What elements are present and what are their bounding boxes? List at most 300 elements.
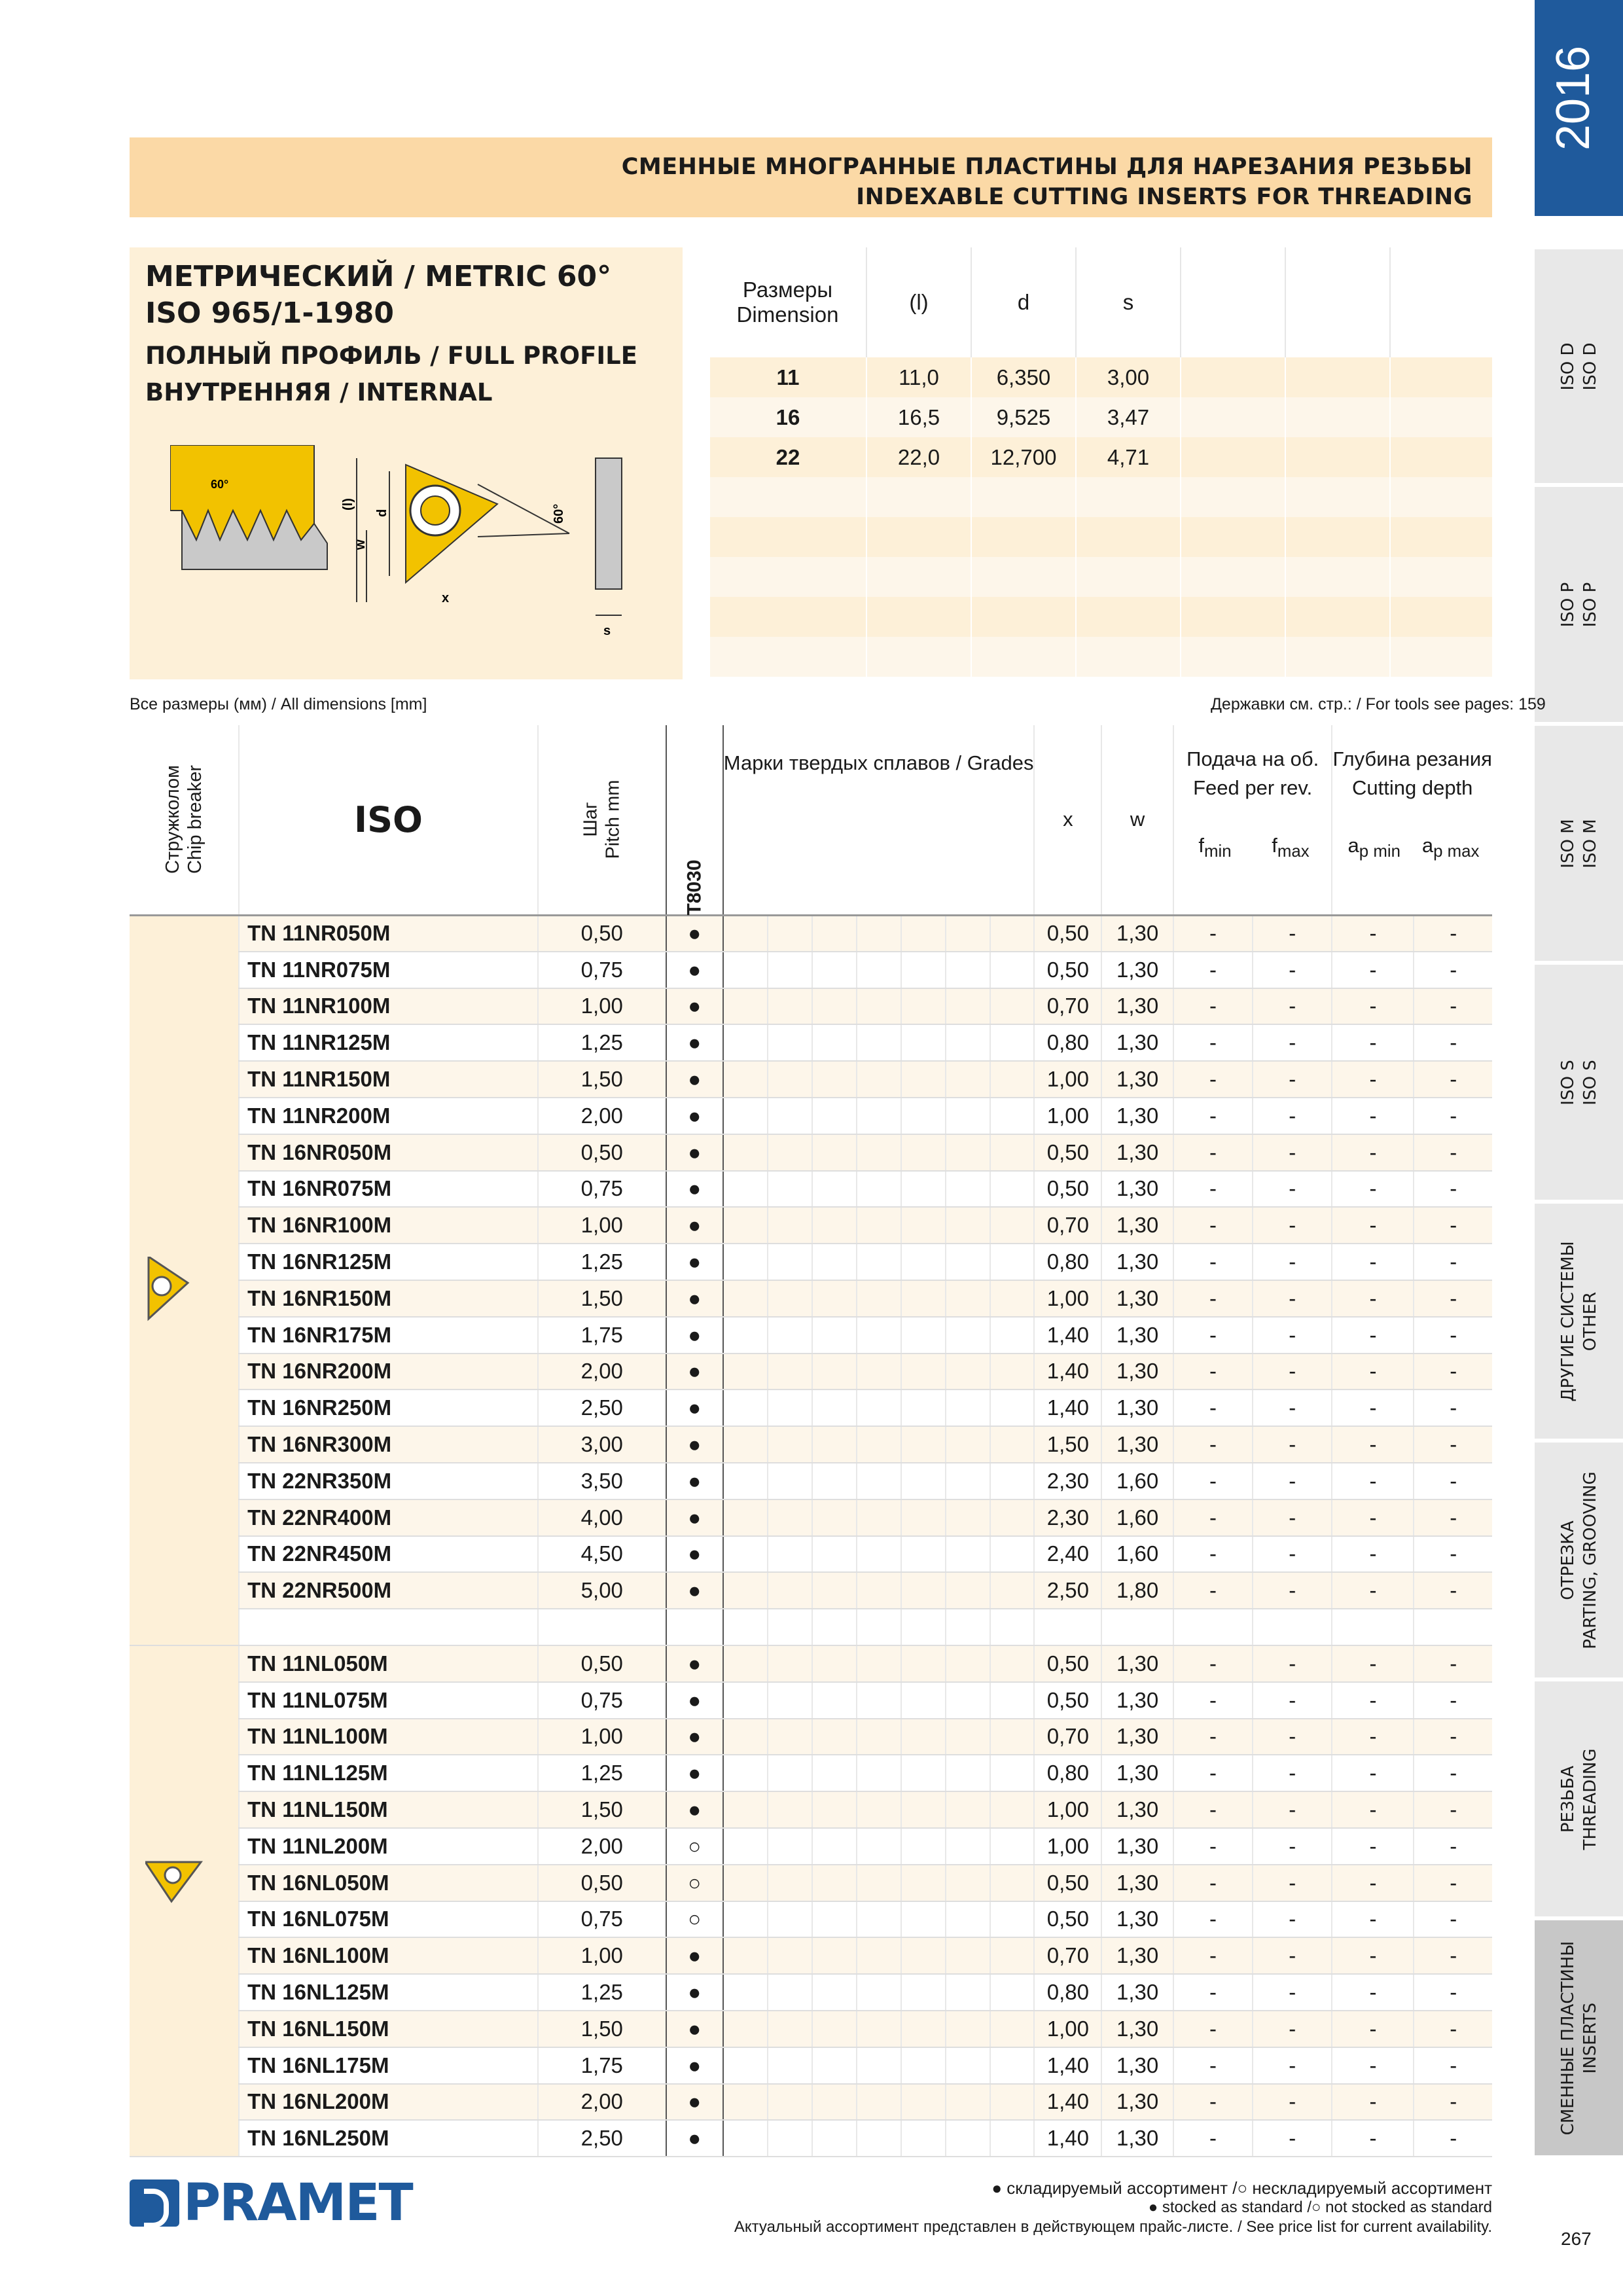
w-cell: 1,30 [1101,1901,1173,1938]
table-row [130,1828,1492,1865]
table-row [130,2047,1492,2084]
table-row [130,915,1492,952]
dash-cell: - [1173,1317,1253,1354]
w-cell: 1,30 [1101,1719,1173,1755]
dimensions-note: Все размеры (мм) / All dimensions [mm] [130,695,427,713]
dash-cell: - [1253,2047,1332,2084]
dash-cell: - [1253,1134,1332,1171]
sidebar-tab-other[interactable] [1535,1202,1623,1439]
x-cell: 0,50 [1034,1682,1101,1719]
insert-code[interactable]: TN 16NR175M [239,1317,538,1354]
dim-cell: 3,00 [1076,357,1181,397]
grade-mark: ● [666,1244,723,1280]
year-tab [1535,0,1623,216]
table-row [130,1171,1492,1208]
insert-code[interactable]: TN 16NR200M [239,1354,538,1390]
grade-mark: ● [666,1572,723,1609]
dash-cell: - [1253,1024,1332,1061]
dash-cell: - [1332,1024,1414,1061]
legend-availability: Актуальный ассортимент представлен в действующем прайс-листе. / See price list for current availability. [734,2218,1492,2236]
pitch-cell: 0,75 [538,1901,666,1938]
dash-cell: - [1414,1791,1492,1828]
dash-cell: - [1414,1207,1492,1244]
grade-mark: ● [666,1719,723,1755]
w-cell: 1,30 [1101,2084,1173,2121]
x-cell: 0,50 [1034,915,1101,952]
dash-cell: - [1414,1134,1492,1171]
w-cell: 1,60 [1101,1536,1173,1573]
w-cell: 1,30 [1101,1317,1173,1354]
dash-cell: - [1173,1244,1253,1280]
insert-code[interactable]: TN 16NR050M [239,1134,538,1171]
dash-cell: - [1414,1317,1492,1354]
w-cell: 1,30 [1101,988,1173,1025]
x-cell: 0,50 [1034,1865,1101,1901]
w-cell: 1,30 [1101,2047,1173,2084]
insert-code[interactable]: TN 16NL125M [239,1974,538,2011]
x-cell: 2,30 [1034,1463,1101,1499]
dash-cell: - [1414,2084,1492,2121]
dash-cell: - [1253,2011,1332,2047]
dash-cell: - [1414,1354,1492,1390]
insert-code[interactable]: TN 11NR200M [239,1098,538,1134]
pitch-cell: 1,25 [538,1974,666,2011]
dash-cell: - [1253,2120,1332,2157]
table-row [130,1572,1492,1609]
w-cell: 1,30 [1101,952,1173,988]
dash-cell: - [1414,1974,1492,2011]
insert-code[interactable]: TN 11NL100M [239,1719,538,1755]
table-row [130,1390,1492,1426]
sidebar-label: ОТРЕЗКА [1558,1520,1578,1600]
dash-cell: - [1332,1536,1414,1573]
sidebar-label: ISO D [1558,342,1578,390]
insert-code[interactable]: TN 16NL250M [239,2120,538,2157]
iso-header: ISO [239,725,538,915]
dash-cell: - [1414,1937,1492,1974]
dash-cell: - [1173,1061,1253,1098]
w-cell: 1,30 [1101,1244,1173,1280]
pitch-cell: 1,00 [538,1719,666,1755]
dash-cell: - [1414,1463,1492,1499]
insert-code[interactable]: TN 16NL050M [239,1865,538,1901]
dash-cell: - [1332,1426,1414,1463]
insert-code[interactable]: TN 11NR150M [239,1061,538,1098]
angle-label: 60° [211,478,229,491]
pitch-cell: 1,75 [538,1317,666,1354]
table-row [130,988,1492,1025]
grade-mark: ● [666,1426,723,1463]
dash-cell: - [1173,1865,1253,1901]
x-cell: 0,70 [1034,1207,1101,1244]
sidebar-tab-iso-m[interactable] [1535,724,1623,961]
table-row [130,1098,1492,1134]
table-row [130,1755,1492,1791]
grade-mark: ● [666,1134,723,1171]
insert-code[interactable]: TN 16NR250M [239,1390,538,1426]
chip-breaker-header: Стружколом Chip breaker [162,765,206,874]
dash-cell: - [1332,1791,1414,1828]
pitch-cell: 1,25 [538,1244,666,1280]
depth-header: Глубина резания Cutting depth $a_{p min}$ $a_{p max}$ [1332,725,1492,915]
insert-r-icon [145,1257,191,1322]
pitch-cell: 1,50 [538,1061,666,1098]
tools-pages-note[interactable]: Державки см. стр.: / For tools see pages: 159 [1211,695,1546,713]
dash-cell: - [1332,1937,1414,1974]
feed-header: Подача на об. Feed per rev. $f_{min}$ $f_{max}$ [1173,725,1332,915]
pitch-cell: 0,50 [538,915,666,952]
grade-mark: ● [666,1463,723,1499]
dim-cell: 16,5 [866,397,971,437]
dim-header: Размеры [742,278,833,302]
dash-cell: - [1173,1682,1253,1719]
dash-cell: - [1253,1682,1332,1719]
pitch-cell: 2,00 [538,1098,666,1134]
dash-cell: - [1332,1354,1414,1390]
dash-cell: - [1173,988,1253,1025]
x-cell: 0,80 [1034,1244,1101,1280]
dash-cell: - [1173,2047,1253,2084]
pitch-cell: 0,75 [538,1682,666,1719]
grade-mark: ● [666,988,723,1025]
sidebar-label: ISO S [1580,1059,1600,1105]
section-title [145,259,611,332]
dash-cell: - [1332,1390,1414,1426]
sidebar-label: ISO M [1558,818,1578,869]
dash-cell: - [1332,1134,1414,1171]
dim-cell: 12,700 [971,437,1076,477]
pitch-cell: 1,75 [538,2047,666,2084]
dim-header: Dimension [736,302,839,327]
grade-mark: ● [666,1207,723,1244]
grade-mark: ● [666,1390,723,1426]
dash-cell: - [1253,1499,1332,1536]
x-cell: 1,00 [1034,1280,1101,1317]
sidebar-tab-iso-p[interactable] [1535,485,1623,722]
dim-cell: 11 [709,357,866,397]
dash-cell: - [1253,988,1332,1025]
w-cell: 1,30 [1101,1280,1173,1317]
w-cell: 1,30 [1101,1024,1173,1061]
table-row [130,1791,1492,1828]
dash-cell: - [1414,988,1492,1025]
dim-header-l: (l) [866,247,971,357]
dash-cell: - [1414,1536,1492,1573]
pitch-cell: 2,00 [538,1828,666,1865]
table-row [130,1682,1492,1719]
grade-mark: ● [666,915,723,952]
page-number: 267 [1561,2229,1592,2249]
insert-code[interactable]: TN 16NL200M [239,2084,538,2121]
dash-cell: - [1173,1645,1253,1682]
d-label: d [375,509,389,517]
legend [720,2178,1492,2237]
pitch-cell: 5,00 [538,1572,666,1609]
dash-cell: - [1414,1244,1492,1280]
dash-cell: - [1332,1207,1414,1244]
dash-cell: - [1173,952,1253,988]
dash-cell: - [1173,1354,1253,1390]
insert-code[interactable]: TN 11NR125M [239,1024,538,1061]
sidebar-tab-parting[interactable] [1535,1441,1623,1677]
dash-cell: - [1253,1755,1332,1791]
insert-code[interactable]: TN 16NL175M [239,2047,538,2084]
dash-cell: - [1173,1463,1253,1499]
sidebar-tab-threading[interactable] [1535,1679,1623,1916]
table-row [130,1207,1492,1244]
dash-cell: - [1414,1171,1492,1208]
dim-header-s: s [1076,247,1181,357]
x-cell: 1,00 [1034,1098,1101,1134]
grade-mark: ● [666,1974,723,2011]
x-cell: 0,80 [1034,1974,1101,2011]
w-cell: 1,30 [1101,2011,1173,2047]
table-row [130,1426,1492,1463]
dash-cell: - [1332,2011,1414,2047]
insert-code[interactable]: TN 16NR125M [239,1244,538,1280]
insert-code[interactable]: TN 11NL075M [239,1682,538,1719]
w-cell: 1,30 [1101,1171,1173,1208]
sidebar-tab-inserts[interactable] [1535,1918,1623,2155]
dash-cell: - [1332,1171,1414,1208]
insert-code[interactable]: TN 22NR350M [239,1463,538,1499]
sidebar-label: INSERTS [1580,2002,1600,2073]
table-row [130,1719,1492,1755]
sidebar-tab-iso-s[interactable] [1535,963,1623,1200]
insert-code[interactable]: TN 16NL075M [239,1901,538,1938]
w-cell: 1,30 [1101,1207,1173,1244]
pitch-cell: 4,50 [538,1536,666,1573]
w-cell: 1,30 [1101,1755,1173,1791]
table-row [130,1244,1492,1280]
s-label: s [603,624,611,638]
x-cell: 0,50 [1034,952,1101,988]
grade-mark: ● [666,1061,723,1098]
dash-cell: - [1332,1755,1414,1791]
dash-cell: - [1414,915,1492,952]
pramet-logo-icon [130,2179,179,2227]
insert-code[interactable]: TN 11NL150M [239,1791,538,1828]
dash-cell: - [1253,1463,1332,1499]
grade-mark: ● [666,1791,723,1828]
table-row [130,1134,1492,1171]
dash-cell: - [1253,1061,1332,1098]
insert-code[interactable]: TN 11NL050M [239,1645,538,1682]
sidebar-label: ISO M [1580,818,1600,869]
pitch-cell: 0,50 [538,1645,666,1682]
dash-cell: - [1253,1171,1332,1208]
w-header: w [1101,725,1173,915]
dash-cell: - [1253,1865,1332,1901]
dash-cell: - [1332,1317,1414,1354]
x-cell: 0,50 [1034,1645,1101,1682]
pitch-cell: 0,75 [538,952,666,988]
grade-mark: ● [666,1354,723,1390]
insert-code[interactable]: TN 11NL125M [239,1755,538,1791]
dash-cell: - [1173,1024,1253,1061]
table-row [130,2084,1492,2121]
insert-code[interactable]: TN 11NR050M [239,915,538,952]
dash-cell: - [1173,1134,1253,1171]
table-row [130,1937,1492,1974]
x-cell: 0,70 [1034,1937,1101,1974]
thread-drawing [170,445,681,641]
dash-cell: - [1173,1426,1253,1463]
w-cell: 1,60 [1101,1463,1173,1499]
x-cell: 1,40 [1034,2047,1101,2084]
w-cell: 1,30 [1101,1974,1173,2011]
dash-cell: - [1253,1390,1332,1426]
insert-code[interactable]: TN 16NL150M [239,2011,538,2047]
dash-cell: - [1173,1572,1253,1609]
w-cell: 1,30 [1101,1426,1173,1463]
table-row [130,1609,1492,1645]
sidebar-label: ISO P [1558,582,1578,627]
dash-cell: - [1414,1865,1492,1901]
insert-code[interactable]: TN 22NR450M [239,1536,538,1573]
sidebar-label: ISO S [1558,1059,1578,1105]
pitch-cell: 1,25 [538,1024,666,1061]
w-cell: 1,30 [1101,915,1173,952]
pitch-cell: 1,25 [538,1755,666,1791]
dash-cell: - [1173,2120,1253,2157]
w-label: w [353,539,368,550]
dash-cell: - [1173,1207,1253,1244]
grade-mark: ● [666,1937,723,1974]
dash-cell: - [1332,1061,1414,1098]
insert-code[interactable]: TN 16NR075M [239,1171,538,1208]
table-row [130,1499,1492,1536]
table-row [130,1536,1492,1573]
dim-cell: 22,0 [866,437,971,477]
x-cell: 0,80 [1034,1024,1101,1061]
table-row [130,1901,1492,1938]
w-cell: 1,80 [1101,1572,1173,1609]
grade-mark: ● [666,1536,723,1573]
insert-code[interactable]: TN 16NR150M [239,1280,538,1317]
sidebar-label: ДРУГИЕ СИСТЕМЫ [1558,1240,1578,1402]
w-cell: 1,30 [1101,1354,1173,1390]
dash-cell: - [1414,1755,1492,1791]
dash-cell: - [1253,1719,1332,1755]
insert-code[interactable]: TN 22NR400M [239,1499,538,1536]
grade-mark: ○ [666,1828,723,1865]
dash-cell: - [1173,1280,1253,1317]
insert-code[interactable]: TN 22NR500M [239,1572,538,1609]
dash-cell: - [1173,1901,1253,1938]
legend-ru: ● складируемый ассортимент /○ нескладируемый ассортимент [991,2178,1492,2198]
x-cell: 1,00 [1034,1828,1101,1865]
w-cell: 1,30 [1101,1645,1173,1682]
angle2-label: 60° [552,503,566,524]
insert-code[interactable]: TN 11NL200M [239,1828,538,1865]
x-cell: 0,50 [1034,1134,1101,1171]
w-cell: 1,30 [1101,1682,1173,1719]
dimension-table [709,247,1492,677]
dim-header-d: d [971,247,1076,357]
dash-cell: - [1332,952,1414,988]
dash-cell: - [1414,1682,1492,1719]
dash-cell: - [1414,1828,1492,1865]
table-header [130,725,1492,915]
insert-code[interactable]: TN 11NR100M [239,988,538,1025]
x-cell: 1,50 [1034,1426,1101,1463]
sidebar-label: РЕЗЬБА [1558,1765,1578,1833]
dash-cell: - [1414,1098,1492,1134]
grade-mark: ● [666,2120,723,2157]
dash-cell: - [1332,1682,1414,1719]
dash-cell: - [1173,1974,1253,2011]
table-row [130,1463,1492,1499]
pitch-cell: 2,00 [538,1354,666,1390]
table-row [130,2011,1492,2047]
dash-cell: - [1332,2084,1414,2121]
w-cell: 1,30 [1101,1098,1173,1134]
page-header [130,137,1492,217]
brand-name: PRAMET [183,2174,412,2233]
x-cell: 1,40 [1034,2120,1101,2157]
dash-cell: - [1332,1901,1414,1938]
insert-code[interactable]: TN 16NR100M [239,1207,538,1244]
dash-cell: - [1253,915,1332,952]
sidebar-tab-iso-d[interactable] [1535,247,1623,483]
grade-mark: ○ [666,1901,723,1938]
x-cell: 0,70 [1034,1719,1101,1755]
insert-code[interactable]: TN 16NR300M [239,1426,538,1463]
header-title-en: INDEXABLE CUTTING INSERTS FOR THREADING [856,184,1472,210]
insert-code[interactable]: TN 11NR075M [239,952,538,988]
dash-cell: - [1332,1572,1414,1609]
table-row [130,1317,1492,1354]
dash-cell: - [1332,1974,1414,2011]
dash-cell: - [1332,2047,1414,2084]
grade-mark: ● [666,2011,723,2047]
insert-code[interactable]: TN 16NL100M [239,1937,538,1974]
table-row [130,1280,1492,1317]
dash-cell: - [1332,2120,1414,2157]
x-cell: 1,00 [1034,2011,1101,2047]
pitch-cell: 4,00 [538,1499,666,1536]
grade-mark: ● [666,2084,723,2121]
dash-cell: - [1253,1098,1332,1134]
pitch-cell: 1,00 [538,1937,666,1974]
dash-cell: - [1253,1426,1332,1463]
dash-cell: - [1173,915,1253,952]
dash-cell: - [1253,1207,1332,1244]
dash-cell: - [1414,1024,1492,1061]
grade-mark: ○ [666,1865,723,1901]
pitch-cell: 0,50 [538,1865,666,1901]
dim-cell: 4,71 [1076,437,1181,477]
dash-cell: - [1414,2120,1492,2157]
header-title-ru: СМЕННЫЕ МНОГРАННЫЕ ПЛАСТИНЫ ДЛЯ НАРЕЗАНИЯ РЕЗЬБЫ [621,154,1472,180]
pitch-cell: 3,50 [538,1463,666,1499]
dim-cell: 16 [709,397,866,437]
pitch-cell: 2,00 [538,2084,666,2121]
insert-l-icon [145,1859,204,1905]
dash-cell: - [1173,1499,1253,1536]
grade-mark: ● [666,1682,723,1719]
dash-cell: - [1332,1828,1414,1865]
w-cell: 1,60 [1101,1499,1173,1536]
x-cell: 1,40 [1034,1317,1101,1354]
table-row [130,1024,1492,1061]
grade-mark: ● [666,1171,723,1208]
grade-mark: ● [666,1024,723,1061]
x-cell: 2,30 [1034,1499,1101,1536]
dash-cell: - [1414,1061,1492,1098]
pitch-cell: 1,50 [538,1791,666,1828]
